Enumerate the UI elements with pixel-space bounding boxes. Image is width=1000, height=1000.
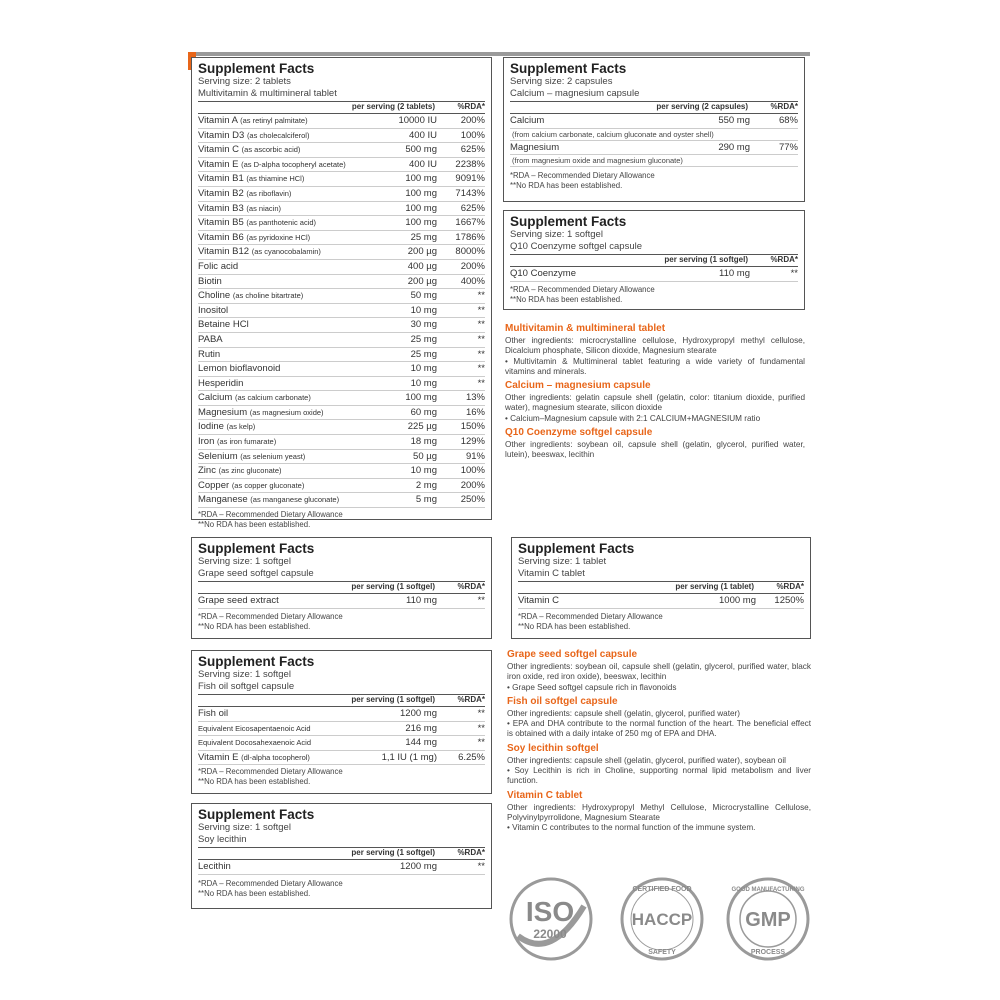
- table-header: per serving (1 tablet) %RDA*: [518, 582, 804, 594]
- nutrient-name: Vitamin A (as retinyl palmitate): [198, 115, 308, 126]
- product-name: Fish oil softgel capsule: [198, 681, 295, 692]
- nutrient-name: Q10 Coenzyme: [510, 268, 577, 279]
- amount: 1000 mg: [719, 595, 756, 606]
- product-name: Vitamin C tablet: [518, 568, 585, 579]
- haccp-top-text: CERTIFIED FOOD: [632, 886, 692, 893]
- table-row: [198, 736, 485, 751]
- table-row: [198, 362, 485, 377]
- product-description: [505, 427, 805, 461]
- amount: 100 mg: [405, 217, 437, 229]
- table-row: [198, 202, 485, 217]
- nutrient-name: Lecithin: [198, 861, 231, 872]
- description-title: Calcium – magnesium capsule: [505, 380, 651, 392]
- amount: 25 mg: [410, 231, 437, 243]
- nutrient-name: Vitamin B2 (as riboflavin): [198, 187, 292, 199]
- nutrient-table: [518, 594, 804, 609]
- haccp-logo: [617, 876, 707, 962]
- table-row: [198, 143, 485, 158]
- nutrient-name: PABA: [198, 333, 223, 345]
- amount: 10 mg: [410, 304, 437, 316]
- amount: 10 mg: [410, 377, 437, 389]
- serving-size: Serving size: 1 softgel: [198, 822, 291, 833]
- no-rda-note: **No RDA has been established.: [198, 777, 311, 787]
- no-rda-note: **No RDA has been established.: [518, 621, 631, 631]
- amount: 10 mg: [410, 363, 437, 375]
- gmp-main-text: GMP: [745, 909, 791, 931]
- nutrient-source: (as iron fumarate): [217, 437, 277, 447]
- table-row: [198, 114, 485, 129]
- nutrient-name: Rutin: [198, 348, 221, 360]
- nutrient-source: (as cyanocobalamin): [251, 247, 321, 257]
- amount: 1200 mg: [400, 708, 437, 719]
- panel-title: Supplement Facts: [510, 214, 627, 229]
- nutrient-name: Vitamin B3 (as niacin): [198, 202, 282, 214]
- amount: 225 µg: [407, 421, 437, 433]
- panel-title: Supplement Facts: [518, 541, 635, 556]
- table-row: [198, 129, 485, 144]
- ingredients-text: Other ingredients: Hydroxypropyl Methyl Cellulose, Microcrystalline Cellulose, Polyvinylpyrrolidone, Magnesium Stearate: [507, 802, 811, 822]
- table-row: [198, 172, 485, 187]
- ingredients-text: Other ingredients: capsule shell (gelatin, glycerol, purified water), soybean oil: [507, 755, 786, 765]
- descriptions-bottom: [507, 646, 811, 834]
- rda-percent: **: [477, 333, 485, 345]
- nutrient-source: (as manganese gluconate): [250, 495, 340, 505]
- rda-percent: 100%: [460, 465, 485, 477]
- description-title: Q10 Coenzyme softgel capsule: [505, 427, 653, 439]
- amount: 1200 mg: [400, 861, 437, 872]
- nutrient-name: [198, 736, 363, 750]
- no-rda-note: **No RDA has been established.: [198, 888, 311, 898]
- table-row: [198, 751, 485, 766]
- rda-percent: 250%: [460, 494, 485, 506]
- gmp-bottom-text: PROCESS: [750, 949, 786, 956]
- nutrient-source: (as D-alpha tocopheryl acetate): [241, 159, 346, 169]
- rda-percent: **: [477, 737, 485, 749]
- nutrient-name: Iron (as iron fumarate): [198, 436, 277, 448]
- amount: 400 IU: [409, 129, 437, 141]
- nutrient-source: (as thiamine HCl): [246, 174, 305, 184]
- nutrient-source: Equivalent Docosahexaenoic Acid: [198, 738, 311, 748]
- amount: 100 mg: [405, 202, 437, 214]
- nutrient-name: Iodine (as kelp): [198, 421, 256, 433]
- table-row: [198, 333, 485, 348]
- panel-q10: [503, 210, 805, 310]
- amount: 50 µg: [413, 450, 437, 462]
- nutrient-name: Vitamin B6 (as pyridoxine HCl): [198, 231, 311, 243]
- rda-percent: 91%: [465, 450, 485, 462]
- table-header: per serving (2 tablets) %RDA*: [198, 102, 485, 114]
- serving-size: Serving size: 2 tablets: [198, 76, 291, 87]
- rda-percent: 7143%: [455, 187, 485, 199]
- rda-percent: 1667%: [455, 217, 485, 229]
- nutrient-source: (as riboflavin): [246, 188, 292, 198]
- nutrient-name: Manganese (as manganese gluconate): [198, 494, 340, 506]
- nutrient-source: (as cholecalciferol): [246, 130, 310, 140]
- ingredients-text: Other ingredients: soybean oil, capsule shell (gelatin, glycerol, purified water, black iron oxide, red iron oxide), beeswax, lecithin: [507, 662, 811, 682]
- rda-note: *RDA – Recommended Dietary Allowance: [510, 284, 655, 294]
- product-description: [505, 323, 805, 377]
- table-header: per serving (1 softgel) %RDA*: [510, 255, 798, 267]
- product-name: Calcium – magnesium capsule: [510, 88, 640, 99]
- nutrient-name: Zinc (as zinc gluconate): [198, 465, 282, 477]
- source-note: (from calcium carbonate, calcium gluconate and oyster shell): [510, 129, 798, 141]
- product-description: [505, 380, 805, 424]
- nutrient-name: Magnesium (as magnesium oxide): [198, 406, 324, 418]
- benefit-bullet: • Vitamin C contributes to the normal function of the immune system.: [507, 823, 756, 833]
- panel-title: Supplement Facts: [198, 807, 315, 822]
- panel-multivitamin: [191, 57, 492, 530]
- nutrient-name: Biotin: [198, 275, 222, 287]
- benefit-bullet: • Calcium–Magnesium capsule with 2:1 CALCIUM+MAGNESIUM ratio: [505, 413, 761, 423]
- amount: 100 mg: [405, 187, 437, 199]
- top-divider: [188, 52, 810, 56]
- nutrient-name: Grape seed extract: [198, 595, 279, 606]
- nutrient-name: Vitamin B5 (as panthotenic acid): [198, 217, 317, 229]
- rda-percent: 200%: [460, 260, 485, 272]
- description-title: Multivitamin & multimineral tablet: [505, 323, 666, 334]
- amount: 110 mg: [406, 595, 437, 606]
- amount: 10000 IU: [398, 115, 437, 126]
- amount: 25 mg: [410, 333, 437, 345]
- rda-percent: **: [477, 861, 485, 872]
- description-title: Vitamin C tablet: [507, 789, 583, 801]
- iso-main-text: ISO: [525, 896, 575, 927]
- nutrient-name: Inositol: [198, 304, 229, 316]
- panel-grape-seed: [191, 537, 492, 639]
- panel-title: Supplement Facts: [510, 61, 627, 76]
- rda-percent: **: [477, 708, 485, 719]
- nutrient-name: Folic acid: [198, 260, 239, 272]
- haccp-bottom-text: SAFETY: [648, 949, 676, 956]
- rda-percent: 200%: [460, 115, 485, 126]
- amount: 550 mg: [718, 115, 750, 126]
- rda-percent: **: [790, 268, 798, 279]
- no-rda-note: **No RDA has been established.: [198, 621, 311, 631]
- rda-percent: **: [477, 304, 485, 316]
- nutrient-name: Copper (as copper gluconate): [198, 479, 305, 491]
- nutrient-source: (as magnesium oxide): [249, 407, 324, 417]
- nutrient-source: (as niacin): [246, 203, 282, 213]
- rda-percent: 77%: [778, 141, 798, 153]
- amount: 100 mg: [405, 173, 437, 185]
- amount: 290 mg: [718, 141, 750, 153]
- nutrient-name: Calcium: [510, 115, 545, 126]
- table-row: [198, 450, 485, 465]
- nutrient-name: Vitamin B1 (as thiamine HCl): [198, 173, 305, 185]
- table-row: [198, 479, 485, 494]
- table-row: [198, 275, 485, 290]
- nutrient-name: Vitamin E (as D-alpha tocopheryl acetate): [198, 158, 346, 170]
- nutrient-name: Vitamin D3 (as cholecalciferol): [198, 129, 310, 141]
- amount: 400 IU: [409, 158, 437, 170]
- product-name: Multivitamin & multimineral tablet: [198, 88, 337, 99]
- benefit-bullet: • Soy Lecithin is rich in Choline, supporting normal lipid metabolism and liver function.: [507, 766, 811, 786]
- product-description: [507, 696, 811, 740]
- nutrient-source: Equivalent Eicosapentaenoic Acid: [198, 723, 311, 733]
- nutrient-source: (as kelp): [226, 422, 256, 432]
- ingredients-text: Other ingredients: microcrystalline cellulose, Hydroxypropyl methyl cellulose, Dicalcium phosphate, Silicon dioxide, Magnesium stearate: [505, 336, 805, 356]
- panel-title: Supplement Facts: [198, 61, 315, 76]
- amount: 200 µg: [407, 246, 437, 258]
- nutrient-name: Fish oil: [198, 708, 229, 719]
- amount: 5 mg: [415, 494, 437, 506]
- panel-title: Supplement Facts: [198, 541, 315, 556]
- nutrient-name: Vitamin C: [518, 595, 560, 606]
- gmp-logo: [723, 876, 813, 962]
- benefit-bullet: • Multivitamin & Multimineral tablet featuring a wide variety of fundamental vitamins and minerals.: [505, 356, 805, 376]
- rda-percent: 6.25%: [458, 751, 485, 763]
- panel-fish-oil: [191, 650, 492, 794]
- serving-size: Serving size: 1 softgel: [510, 229, 603, 240]
- ingredients-text: Other ingredients: gelatin capsule shell (gelatin, color: titanium dioxide, purified water), magnesium stearate, silicon dioxide: [505, 393, 805, 413]
- product-description: [507, 790, 811, 834]
- rda-percent: 13%: [465, 392, 485, 404]
- nutrient-name: Hesperidin: [198, 377, 244, 389]
- table-row: [198, 289, 485, 304]
- table-row: [198, 216, 485, 231]
- ingredients-text: Other ingredients: capsule shell (gelatin, glycerol, purified water): [507, 708, 741, 718]
- rda-percent: 68%: [778, 115, 798, 126]
- rda-percent: 8000%: [455, 246, 485, 258]
- rda-percent: **: [477, 595, 485, 606]
- nutrient-name: Calcium (as calcium carbonate): [198, 392, 311, 404]
- haccp-main-text: HACCP: [631, 910, 693, 929]
- table-row: [510, 267, 798, 282]
- table-row: [198, 707, 485, 722]
- no-rda-note: **No RDA has been established.: [510, 294, 623, 304]
- rda-percent: 16%: [465, 406, 485, 418]
- table-row: [198, 594, 485, 609]
- serving-size: Serving size: 2 capsules: [510, 76, 613, 87]
- nutrient-source: (as panthotenic acid): [246, 218, 317, 228]
- rda-percent: 129%: [460, 436, 485, 448]
- table-row: [198, 860, 485, 875]
- product-name: Soy lecithin: [198, 834, 247, 845]
- nutrient-name: Magnesium: [510, 141, 560, 153]
- amount: 60 mg: [410, 406, 437, 418]
- table-row: [198, 391, 485, 406]
- rda-note: *RDA – Recommended Dietary Allowance: [198, 878, 343, 888]
- nutrient-name: Lemon bioflavonoid: [198, 363, 281, 375]
- nutrient-table: [198, 594, 485, 609]
- rda-percent: 200%: [460, 479, 485, 491]
- rda-percent: 625%: [460, 202, 485, 214]
- rda-percent: **: [477, 319, 485, 331]
- rda-percent: 625%: [460, 144, 485, 156]
- amount: 18 mg: [410, 436, 437, 448]
- nutrient-source: (dl-alpha tocopherol): [241, 752, 310, 762]
- serving-size: Serving size: 1 softgel: [198, 556, 291, 567]
- nutrient-table: [510, 267, 798, 282]
- product-name: Grape seed softgel capsule: [198, 568, 314, 579]
- nutrient-source: (as calcium carbonate): [234, 393, 311, 403]
- nutrient-name: Selenium (as selenium yeast): [198, 450, 306, 462]
- table-row: [198, 420, 485, 435]
- rda-percent: **: [477, 377, 485, 389]
- table-row: [198, 158, 485, 173]
- nutrient-source: (as selenium yeast): [240, 451, 306, 461]
- rda-note: *RDA – Recommended Dietary Allowance: [510, 171, 655, 181]
- amount: 500 mg: [405, 144, 437, 156]
- amount: 50 mg: [410, 290, 437, 302]
- rda-note: *RDA – Recommended Dietary Allowance: [198, 767, 343, 777]
- rda-percent: 1786%: [455, 231, 485, 243]
- rda-percent: **: [477, 348, 485, 360]
- rda-percent: 2238%: [455, 158, 485, 170]
- table-row: [198, 722, 485, 737]
- description-title: Fish oil softgel capsule: [507, 695, 618, 707]
- rda-percent: 1250%: [774, 595, 804, 606]
- table-header: per serving (1 softgel) %RDA*: [198, 848, 485, 860]
- amount: 100 mg: [405, 392, 437, 404]
- table-row: [510, 114, 798, 129]
- table-row: [198, 348, 485, 363]
- rda-note: *RDA – Recommended Dietary Allowance: [198, 611, 343, 621]
- panel-vitamin-c: [511, 537, 811, 639]
- amount: 216 mg: [405, 722, 437, 734]
- benefit-bullet: • Grape Seed softgel capsule rich in flavonoids: [507, 682, 677, 692]
- rda-percent: **: [477, 363, 485, 375]
- table-row: [198, 245, 485, 260]
- rda-percent: 400%: [460, 275, 485, 287]
- panel-soy-lecithin: [191, 803, 492, 909]
- amount: 200 µg: [407, 275, 437, 287]
- table-row: [518, 594, 804, 609]
- table-row: [198, 187, 485, 202]
- rda-percent: 150%: [460, 421, 485, 433]
- nutrient-name: Vitamin C (as ascorbic acid): [198, 144, 301, 156]
- table-row: [198, 406, 485, 421]
- table-row: [198, 493, 485, 508]
- table-header: per serving (2 capsules) %RDA*: [510, 102, 798, 114]
- nutrient-source: (as ascorbic acid): [241, 145, 301, 155]
- nutrient-name: Vitamin B12 (as cyanocobalamin): [198, 246, 321, 258]
- table-row: [198, 464, 485, 479]
- nutrient-table: [198, 114, 485, 508]
- table-row: [198, 260, 485, 275]
- rda-percent: 100%: [460, 129, 485, 141]
- rda-note: *RDA – Recommended Dietary Allowance: [518, 611, 663, 621]
- panel-calcium-magnesium: [503, 57, 805, 202]
- table-row: [198, 231, 485, 246]
- amount: 144 mg: [405, 737, 437, 749]
- table-row: [198, 435, 485, 450]
- rda-percent: 9091%: [455, 173, 485, 185]
- description-title: Grape seed softgel capsule: [507, 649, 638, 660]
- descriptions-top: [505, 320, 805, 461]
- table-header: per serving (1 softgel) %RDA*: [198, 695, 485, 707]
- nutrient-table: [198, 707, 485, 765]
- amount: 25 mg: [410, 348, 437, 360]
- table-row: [198, 377, 485, 392]
- gmp-top-text: GOOD MANUFACTURING: [731, 887, 805, 893]
- nutrient-name: [198, 722, 363, 736]
- serving-size: Serving size: 1 tablet: [518, 556, 607, 567]
- nutrient-name: Vitamin E (dl-alpha tocopherol): [198, 751, 310, 763]
- nutrient-source: (as retinyl palmitate): [240, 116, 308, 125]
- nutrient-source: (as zinc gluconate): [218, 466, 282, 476]
- table-row: [198, 304, 485, 319]
- amount: 2 mg: [415, 479, 437, 491]
- source-note: (from magnesium oxide and magnesium gluconate): [510, 155, 798, 167]
- nutrient-source: (as choline bitartrate): [232, 291, 304, 301]
- nutrient-name: Betaine HCl: [198, 319, 249, 331]
- iso-number-text: 22000: [533, 927, 567, 941]
- benefit-bullet: • EPA and DHA contribute to the normal function of the heart. The beneficial effect is obtained with a daily intake of 250 mg of EPA and DHA.: [507, 719, 811, 739]
- rda-percent: **: [477, 290, 485, 302]
- amount: 110 mg: [719, 268, 750, 279]
- nutrient-table: [198, 860, 485, 875]
- amount: 30 mg: [410, 319, 437, 331]
- rda-percent: **: [477, 722, 485, 734]
- serving-size: Serving size: 1 softgel: [198, 669, 291, 680]
- amount: 1,1 IU (1 mg): [381, 751, 437, 763]
- no-rda-note: **No RDA has been established.: [510, 181, 623, 191]
- amount: 400 µg: [407, 260, 437, 272]
- product-description: [507, 743, 811, 787]
- table-row: [198, 318, 485, 333]
- product-name: Q10 Coenzyme softgel capsule: [510, 241, 643, 252]
- amount: 10 mg: [410, 465, 437, 477]
- nutrient-source: (as pyridoxine HCl): [246, 232, 311, 242]
- table-row: [510, 141, 798, 156]
- ingredients-text: Other ingredients: soybean oil, capsule shell (gelatin, glycerol, purified water, lutein), beeswax, lecithin: [505, 440, 805, 460]
- description-title: Soy lecithin softgel: [507, 742, 599, 754]
- nutrient-name: Choline (as choline bitartrate): [198, 290, 304, 302]
- table-header: per serving (1 softgel) %RDA*: [198, 582, 485, 594]
- panel-title: Supplement Facts: [198, 654, 315, 669]
- iso-22000-logo: [506, 876, 596, 962]
- nutrient-source: (as copper gluconate): [231, 480, 305, 490]
- rda-note: *RDA – Recommended Dietary Allowance: [198, 510, 343, 520]
- product-description: [507, 649, 811, 693]
- no-rda-note: **No RDA has been established.: [198, 520, 311, 530]
- nutrient-table: [510, 114, 798, 167]
